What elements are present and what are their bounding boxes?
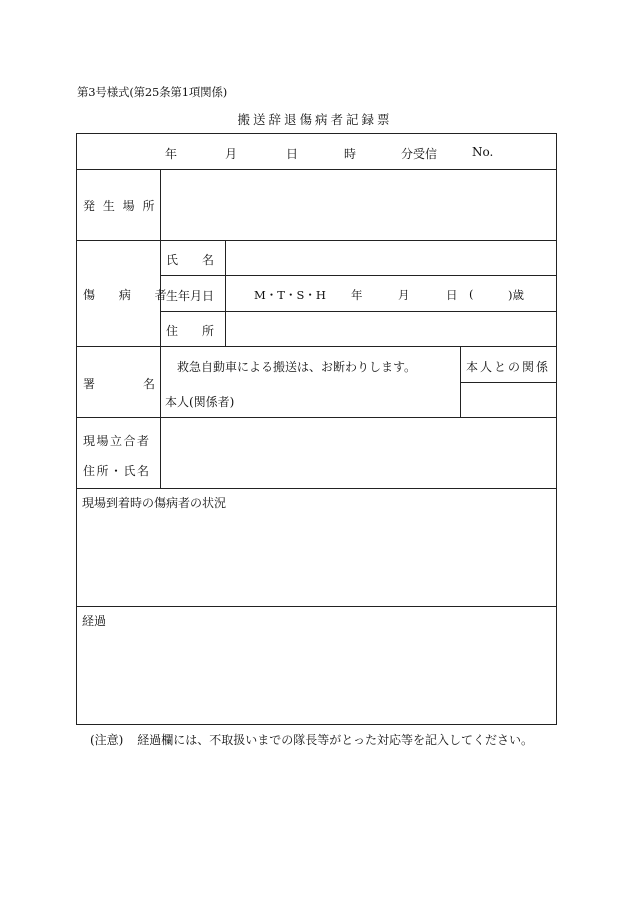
row-divider-name <box>160 275 557 276</box>
patient-dob-label: 生年月日 <box>166 289 215 303</box>
relation-label: 本人との関係 <box>466 360 551 374</box>
signature-field[interactable] <box>161 347 459 417</box>
signature-label-2: 名 <box>143 377 156 391</box>
dob-month-label: 月 <box>398 288 410 302</box>
progress-field[interactable] <box>77 629 556 724</box>
age-suffix: )歳 <box>508 288 524 302</box>
age-paren-open: ( <box>469 287 474 301</box>
date-year-label: 年 <box>165 147 178 161</box>
date-day-label: 日 <box>286 147 299 161</box>
condition-label: 現場到着時の傷病者の状況 <box>82 496 227 510</box>
form-title: 搬送辞退傷病者記録票 <box>237 112 393 127</box>
footer-note <box>90 731 533 748</box>
patient-name-field[interactable] <box>226 241 556 275</box>
signer-label: 本人(関係者) <box>165 395 235 409</box>
signature-statement: 救急自動車による搬送は、お断わりします。 <box>177 360 417 374</box>
signature-label-1: 署 <box>83 377 96 391</box>
dob-day-label: 日 <box>446 288 458 302</box>
relation-field[interactable] <box>461 383 556 417</box>
patient-label: 傷 病 者 <box>83 288 177 302</box>
patient-name-label: 氏 名 <box>166 253 215 267</box>
date-number-label: No. <box>472 145 494 159</box>
date-minute-received-label: 分受信 <box>401 147 438 161</box>
dob-era-options: M・T・S・H <box>254 288 326 302</box>
progress-label: 経過 <box>82 614 107 628</box>
dob-year-label: 年 <box>351 288 363 302</box>
patient-address-label: 住 所 <box>166 324 215 338</box>
location-field[interactable] <box>161 170 556 240</box>
date-month-label: 月 <box>225 147 238 161</box>
footer-note-text: 経過欄には、不取扱いまでの隊長等がとった対応等を記入してください。 <box>137 733 533 747</box>
form-code: 第3号様式(第25条第1項関係) <box>77 85 228 99</box>
row-divider-condition <box>76 606 557 607</box>
patient-address-field[interactable] <box>226 312 556 346</box>
witness-label-line1: 現場立合者 <box>83 434 151 448</box>
witness-label-line2: 住所・氏名 <box>83 464 151 478</box>
location-label: 発 生 場 所 <box>83 199 157 213</box>
witness-field[interactable] <box>161 418 556 488</box>
condition-field[interactable] <box>77 511 556 605</box>
footer-note-prefix: (注意) <box>90 733 124 747</box>
date-hour-label: 時 <box>344 147 357 161</box>
row-divider-witness <box>76 488 557 489</box>
